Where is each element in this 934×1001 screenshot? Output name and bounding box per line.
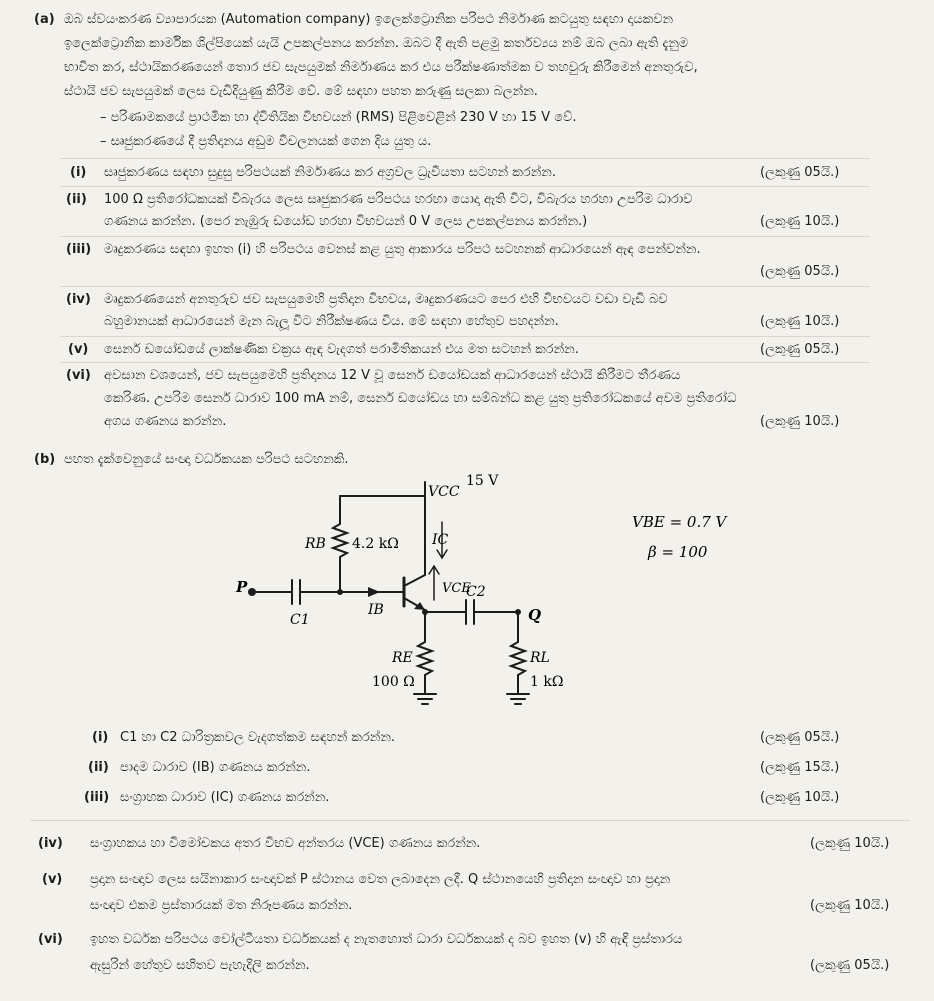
- a-q5-number: (v): [68, 342, 89, 357]
- b-q2-marks: (ලකුණු 15යි.): [760, 760, 840, 775]
- a-q3-text: මෘදුකරණය සඳහා ඉහත (i) හි පරිපථය වෙනස් කළ යුතු ආකාරය පරිපථ සටහනක් ආධාරයෙන් ඇඳ පෙන්වන්න.: [104, 242, 701, 257]
- b-q5-text-line-2: සංඥාව එකම ප්‍රස්තාරයක් මත නිරූපණය කරන්න.: [90, 898, 353, 913]
- p-label: P: [236, 578, 248, 596]
- part-a-intro-line-2: ඉලෙක්ට්‍රොනික කාර්මික ශිල්පියෙක් යැයි උපකල්පනය කරන්න. ඔබට දී ඇති පළමු කර්තව්‍යය නම් ඔබ ලබා ඇති දැනුම: [64, 36, 689, 51]
- a-q2-text-line-2: ගණනය කරන්න. (පෙර නැඹුරු ඩයෝඩ හරහා විභවයන් 0 V ලෙස උපකල්පනය කරන්න.): [104, 214, 588, 229]
- b-q6-marks: (ලකුණු 05යි.): [810, 958, 890, 973]
- c2-label: C2: [466, 584, 486, 600]
- ib-label: IB: [368, 602, 384, 618]
- a-q4-text-line-2: බහුමානයක් ආධාරයෙන් මැන බැලූ විට නිරීක්ෂණය විය. මේ සඳහා හේතුව පහදන්න.: [104, 314, 559, 329]
- b-q2-text: පාදම ධාරාව (IB) ගණනය කරන්න.: [120, 760, 311, 775]
- c1-label: C1: [290, 612, 310, 628]
- a-q6-text-line-2: කෙරිණ. උපරිම සෙනර් ධාරාව 100 mA නම්, සෙනර් ඩයෝඩය හා සම්බන්ධ කළ යුතු ප්‍රතිරෝධකයේ අවම ප්‍රතිරෝධ: [104, 391, 737, 406]
- output-node: [515, 609, 521, 615]
- a-q2-text-line-1: 100 Ω ප්‍රතිරෝධකයක් විබැරය ලෙස සෘජුකරණ පරිපථය හරහා යොදා ඇති විට, විබැරය හරහා උපරිම ධාරාව: [104, 192, 693, 207]
- b-q5-text-line-1: ප්‍රදාන සංඥාව ලෙස සයිනාකාර සංඥාවක් P ස්ථානය වෙත ලබාදෙන ලදී. Q ස්ථානයෙහි ප්‍රතිදාන සංඥාව හා ප්‍රදාන: [90, 872, 671, 887]
- b-q4-number: (iv): [38, 836, 63, 851]
- a-q6-number: (vi): [66, 368, 91, 383]
- part-a-intro-line-4: ස්ථායි ජව සැපයුමක් ලෙස වැඩිදියුණු කිරීම වේ. මේ සඳහා පහත කරුණු සලකා බලන්න.: [64, 84, 538, 99]
- rl-resistor: [511, 642, 525, 675]
- b-q5-number: (v): [42, 872, 63, 887]
- part-a-label: (a): [34, 12, 55, 27]
- part-a-intro-line-3: භාවිත කර, ස්ථායිකරණයෙන් තොර ජව සැපයුමක් නිර්මාණය කර එය පරීක්ෂණාත්මක ව තහවුරු කිරීමෙන් අනතුරුව,: [64, 60, 698, 75]
- re-label: RE: [392, 650, 413, 666]
- a-q3-marks: (ලකුණු 05යි.): [760, 264, 840, 279]
- base-node: [337, 589, 343, 595]
- vcc-value: 15 V: [466, 473, 499, 489]
- vce-label: VCE: [442, 581, 471, 596]
- a-q4-marks: (ලකුණු 10යි.): [760, 314, 840, 329]
- vbe-parameter: VBE = 0.7 V: [632, 513, 727, 531]
- part-b-label: (b): [34, 452, 56, 467]
- b-q4-marks: (ලකුණු 10යි.): [810, 836, 890, 851]
- beta-parameter: β = 100: [648, 543, 708, 561]
- divider: [30, 820, 910, 821]
- b-q1-marks: (ලකුණු 05යි.): [760, 730, 840, 745]
- a-q6-marks: (ලකුණු 10යි.): [760, 414, 840, 429]
- ib-arrow: [368, 587, 380, 597]
- b-q3-text: සංග්‍රාහක ධාරාව (IC) ගණනය කරන්න.: [120, 790, 330, 805]
- a-q1-number: (i): [70, 165, 87, 180]
- rl-value: 1 kΩ: [530, 674, 564, 690]
- rb-resistor: [333, 524, 347, 557]
- b-q4-text: සංග්‍රාහකය හා විමෝචකය අතර විභව අන්තරය (VCE) ගණනය කරන්න.: [90, 836, 481, 851]
- b-q1-number: (i): [92, 730, 109, 745]
- rb-label: RB: [305, 536, 326, 552]
- rb-value: 4.2 kΩ: [352, 536, 399, 552]
- b-q5-marks: (ලකුණු 10යි.): [810, 898, 890, 913]
- rl-label: RL: [530, 650, 550, 666]
- q-label: Q: [528, 606, 542, 624]
- a-q6-text-line-3: අගය ගණනය කරන්න.: [104, 414, 227, 429]
- a-q5-marks: (ලකුණු 05යි.): [760, 342, 840, 357]
- part-a-bullet-1: – පරිණාමකයේ ප්‍රාථමික හා ද්විතියික විභවයන් (RMS) පිළිවෙළින් 230 V හා 15 V වේ.: [100, 110, 577, 125]
- emitter-node: [422, 609, 428, 615]
- b-q6-text-line-2: ඇසුරින් හේතුව සහිතව පැහැදිලි කරන්න.: [90, 958, 310, 973]
- emitter-arrow: [414, 602, 425, 610]
- a-q3-number: (iii): [66, 242, 92, 257]
- part-a-intro-line-1: ඔබ ස්වයංකරණ ව්‍යාපාරයක (Automation company) ඉලෙක්ට්‍රොනික පරිපථ නිර්මාණ කටයුතු සඳහා දායකවන: [64, 12, 674, 27]
- part-a-bullet-2: – සෘජුකරණයේ දී ප්‍රතිදානය අඩුම විචලනයක් ගෙන දිය යුතු ය.: [100, 134, 432, 149]
- b-q3-number: (iii): [84, 790, 110, 805]
- b-q2-number: (ii): [88, 760, 109, 775]
- a-q6-text-line-1: අවසාන වශයෙන්, ජව සැපයුමෙහි ප්‍රතිදානය 12 V වූ සෙනර් ඩයෝඩයක් ආධාරයෙන් ස්ථායි කිරීමට තීරණය: [104, 368, 681, 383]
- a-q5-text: සෙනර් ඩයෝඩයේ ලාක්ෂණික වක්‍රය ඇඳ වැදගත් පරාමිතිකයන් එය මත සටහන් කරන්න.: [104, 342, 579, 357]
- b-q6-text-line-1: ඉහත වර්ධක පරිපථය වෝල්ටීයතා වර්ධකයක් ද නැතහොත් ධාරා වර්ධකයක් ද බව ඉහත (v) හි ඇඳි ප්‍රස්තාරය: [90, 932, 683, 947]
- b-q1-text: C1 හා C2 ධාරිත්‍රකවල වැදගත්කම සඳහන් කරන්න.: [120, 730, 396, 745]
- transistor-collector: [404, 575, 425, 586]
- a-q4-number: (iv): [66, 292, 91, 307]
- b-q3-marks: (ලකුණු 10යි.): [760, 790, 840, 805]
- re-value: 100 Ω: [372, 674, 415, 690]
- part-b-intro: පහත දැක්වෙනුයේ සංඥා වර්ධකයක පරිපථ සටහනකි.: [64, 452, 349, 467]
- a-q1-text: සෘජුකරණය සඳහා සුදුසු පරිපථයක් නිර්මාණය කර අග්‍රවල ධ්‍රැවීයතා සටහන් කරන්න.: [104, 165, 556, 180]
- vcc-label: VCC: [428, 484, 460, 500]
- a-q1-marks: (ලකුණු 05යි.): [760, 165, 840, 180]
- a-q2-marks: (ලකුණු 10යි.): [760, 214, 840, 229]
- ic-label: IC: [432, 532, 449, 548]
- input-node-p: [248, 588, 256, 596]
- b-q6-number: (vi): [38, 932, 63, 947]
- re-resistor: [418, 642, 432, 675]
- a-q4-text-line-1: මෘදුකරණයෙන් අනතුරුව ජව සැපයුමෙහි ප්‍රතිදාන විභවය, මෘදුකරණයට පෙර එහි විභවයට වඩා වැඩි බව: [104, 292, 668, 307]
- a-q2-number: (ii): [66, 192, 87, 207]
